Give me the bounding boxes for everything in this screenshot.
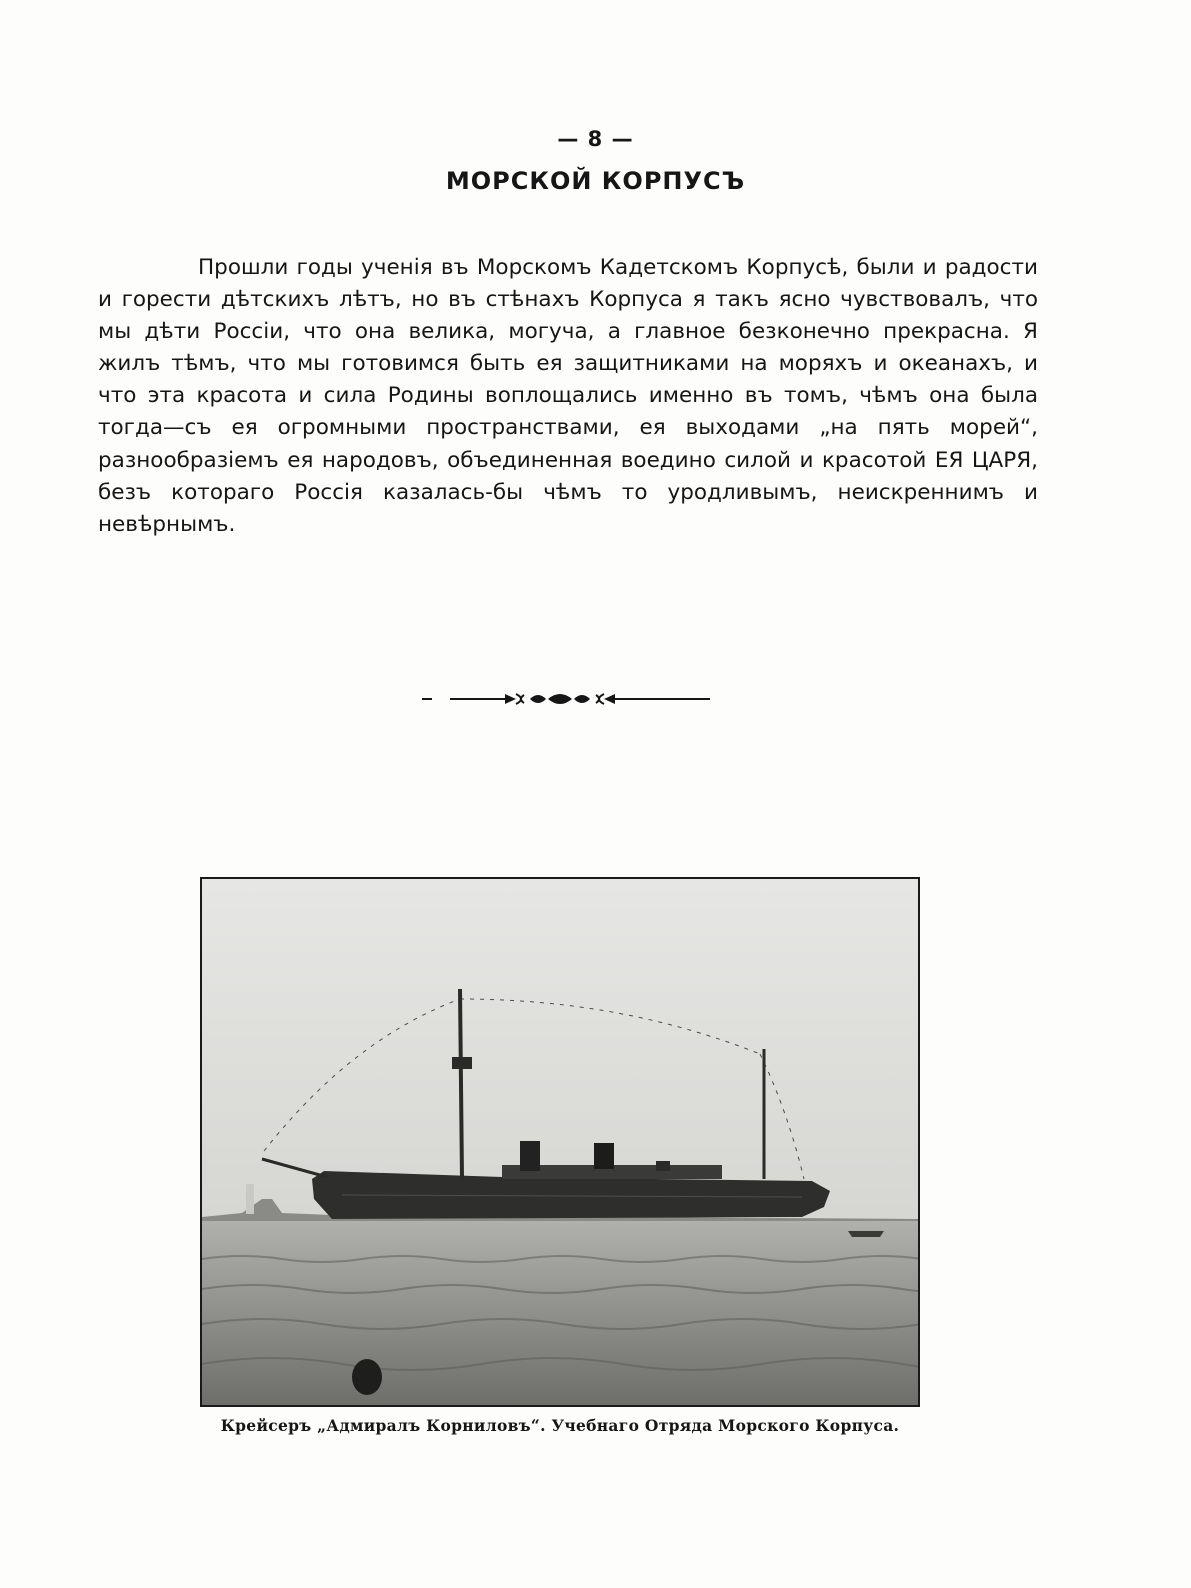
photo-sea	[202, 1221, 918, 1405]
body-paragraph: Прошли годы ученія въ Морскомъ Кадетскомъ Корпусѣ, были и радости и горести дѣтскихъ лѣтъ, но въ стѣнахъ Корпуса я такъ ясно чувствовалъ, что мы дѣти Россіи, что она велика, могуча, а главное безконечно прекрасна. Я жилъ тѣмъ, что мы готовимся быть ея защитниками на моряхъ и океанахъ, и что эта красота и сила Родины воплощались именно въ томъ, чѣмъ она была тогда—съ ея огромными пространствами, ея выходами „на пять морей“, разнообразіемъ ея народовъ, объединенная воедино силой и красотой ЕЯ ЦАРЯ, безъ котораго Россія казалась-бы чѣмъ то уродливымъ, неискреннимъ и невѣрнымъ.	[98, 255, 1038, 537]
photo-buoy	[352, 1359, 382, 1395]
page-number: — 8 —	[557, 127, 634, 151]
ornament-divider-icon	[420, 688, 720, 710]
cruiser-photograph	[200, 877, 920, 1407]
photo-foremast	[460, 989, 462, 1179]
photo-caption: Крейсеръ „Адмиралъ Корниловъ“. Учебнаго Отряда Морского Корпуса.	[220, 1416, 900, 1435]
chapter-title: МОРСКОЙ КОРПУСЪ	[445, 167, 746, 195]
